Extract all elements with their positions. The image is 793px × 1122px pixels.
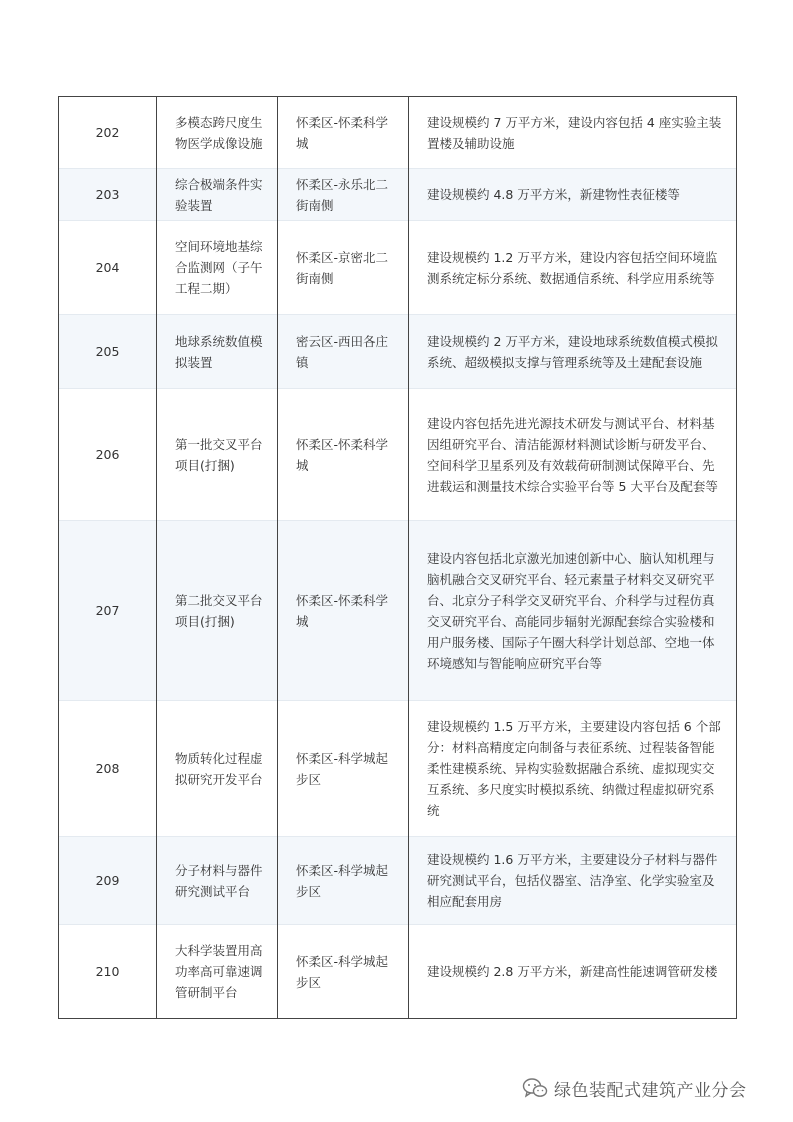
project-number-cell: 210 [59,925,157,1019]
project-number-cell: 209 [59,837,157,925]
project-number-cell: 208 [59,701,157,837]
table-row [59,521,737,701]
project-name-cell: 分子材料与器件研究测试平台 [157,837,278,925]
table-row [59,315,737,389]
project-number-cell: 206 [59,389,157,521]
project-description-cell: 建设规模约 2.8 万平方米，新建高性能速调管研发楼 [409,925,737,1019]
project-table [58,96,737,1019]
project-location-cell: 怀柔区-怀柔科学城 [278,389,409,521]
project-location-cell: 怀柔区-京密北二街南侧 [278,221,409,315]
project-location-cell: 怀柔区-科学城起步区 [278,701,409,837]
project-number-cell: 203 [59,169,157,221]
project-name-cell: 大科学装置用高功率高可靠速调管研制平台 [157,925,278,1019]
project-location-cell: 怀柔区-科学城起步区 [278,837,409,925]
project-table-body [59,97,737,1019]
wechat-icon [522,1077,548,1099]
project-name-cell: 第一批交叉平台项目(打捆) [157,389,278,521]
table-row [59,169,737,221]
project-number-cell: 204 [59,221,157,315]
project-name-cell: 多模态跨尺度生物医学成像设施 [157,97,278,169]
table-row [59,837,737,925]
project-name-cell: 空间环境地基综合监测网（子午工程二期） [157,221,278,315]
project-location-cell: 密云区-西田各庄镇 [278,315,409,389]
table-row [59,925,737,1019]
project-number-cell: 205 [59,315,157,389]
table-row [59,97,737,169]
project-description-cell: 建设规模约 7 万平方米，建设内容包括 4 座实验主装置楼及辅助设施 [409,97,737,169]
watermark [522,1076,747,1100]
project-number-cell: 207 [59,521,157,701]
table-row [59,221,737,315]
project-location-cell: 怀柔区-永乐北二街南侧 [278,169,409,221]
project-description-cell: 建设规模约 2 万平方米，建设地球系统数值模式模拟系统、超级模拟支撑与管理系统等及土建配套设施 [409,315,737,389]
project-description-cell: 建设规模约 4.8 万平方米，新建物性表征楼等 [409,169,737,221]
project-name-cell: 物质转化过程虚拟研究开发平台 [157,701,278,837]
table-row [59,389,737,521]
project-number-cell: 202 [59,97,157,169]
project-location-cell: 怀柔区-科学城起步区 [278,925,409,1019]
table-row [59,701,737,837]
project-description-cell: 建设内容包括先进光源技术研发与测试平台、材料基因组研究平台、清洁能源材料测试诊断与研发平台、空间科学卫星系列及有效载荷研制测试保障平台、先进载运和测量技术综合实验平台等 5 大平台及配套等 [409,389,737,521]
project-name-cell: 地球系统数值模拟装置 [157,315,278,389]
watermark-text: 绿色装配式建筑产业分会 [554,1080,747,1101]
project-name-cell: 综合极端条件实验装置 [157,169,278,221]
project-description-cell: 建设规模约 1.6 万平方米，主要建设分子材料与器件研究测试平台，包括仪器室、洁净室、化学实验室及相应配套用房 [409,837,737,925]
project-description-cell: 建设内容包括北京激光加速创新中心、脑认知机理与脑机融合交叉研究平台、轻元素量子材料交叉研究平台、北京分子科学交叉研究平台、介科学与过程仿真交叉研究平台、高能同步辐射光源配套综合实验楼和用户服务楼、国际子午圈大科学计划总部、空地一体环境感知与智能响应研究平台等 [409,521,737,701]
project-location-cell: 怀柔区-怀柔科学城 [278,97,409,169]
project-description-cell: 建设规模约 1.5 万平方米，主要建设内容包括 6 个部分：材料高精度定向制备与表征系统、过程装备智能柔性建模系统、异构实验数据融合系统、虚拟现实交互系统、多尺度实时模拟系统、纳微过程虚拟研究系统 [409,701,737,837]
project-description-cell: 建设规模约 1.2 万平方米，建设内容包括空间环境监测系统定标分系统、数据通信系统、科学应用系统等 [409,221,737,315]
project-location-cell: 怀柔区-怀柔科学城 [278,521,409,701]
project-name-cell: 第二批交叉平台项目(打捆) [157,521,278,701]
